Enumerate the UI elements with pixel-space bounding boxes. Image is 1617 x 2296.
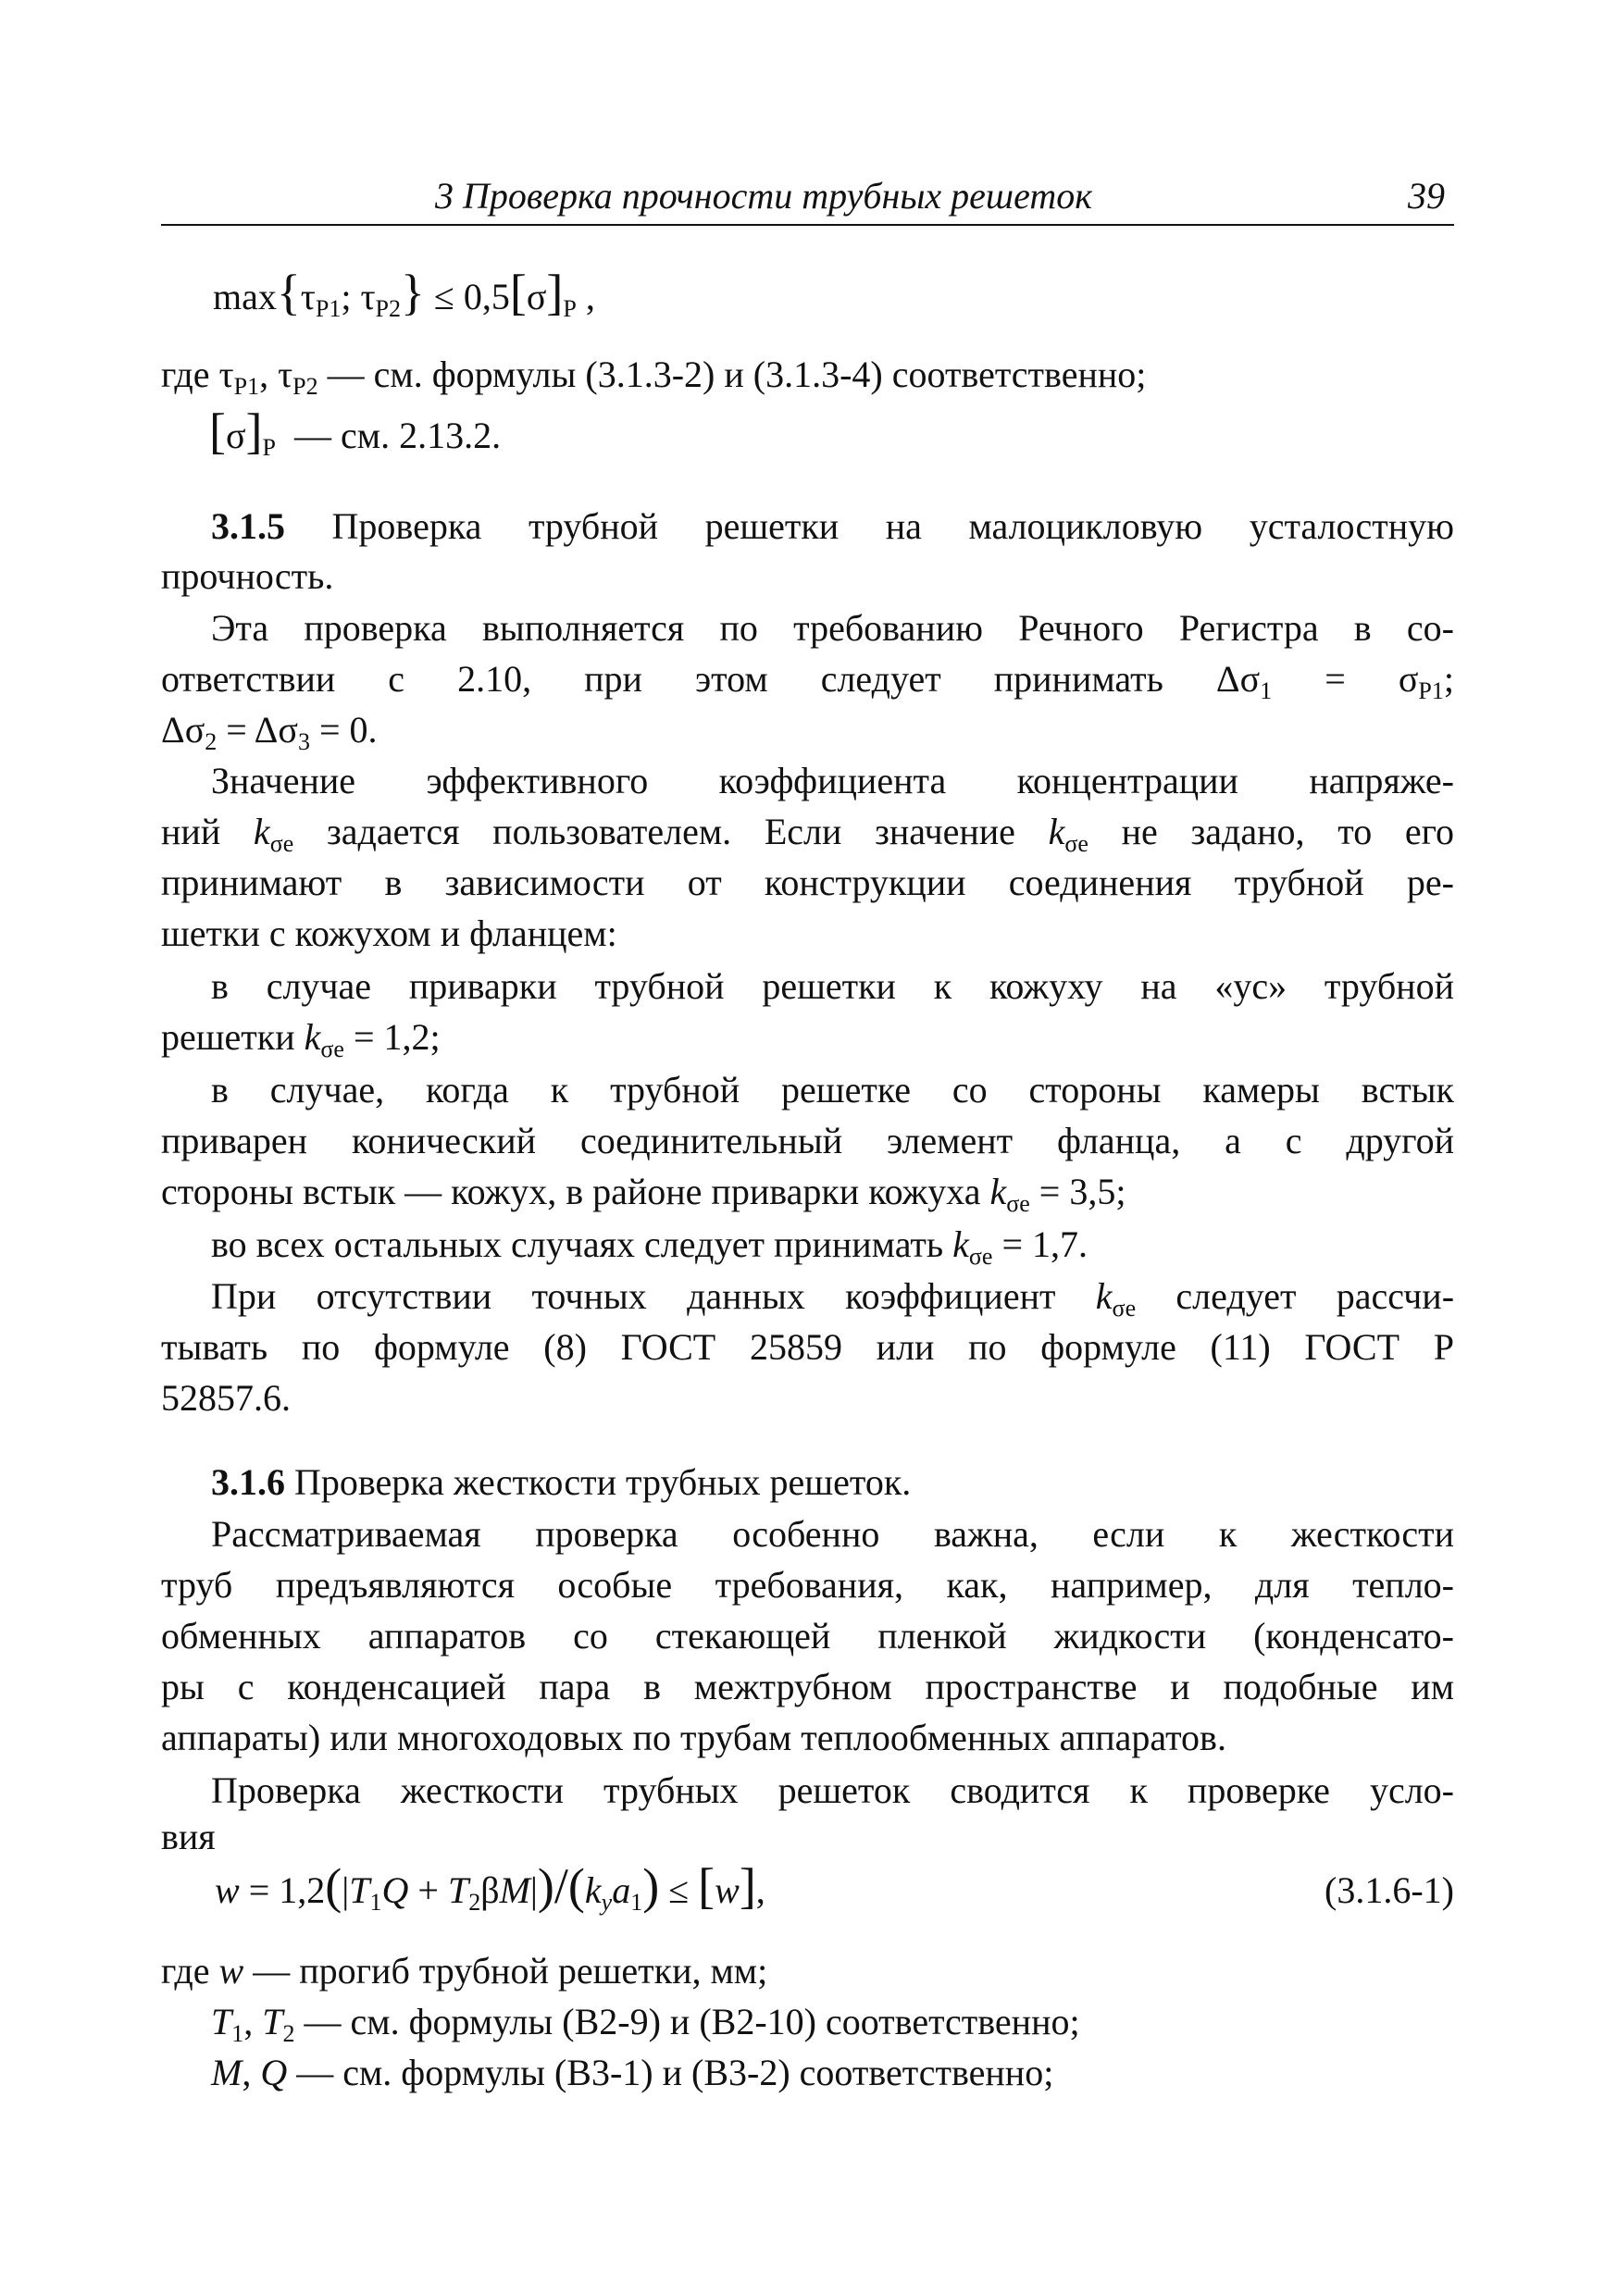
where-w-line: где w — прогиб трубной решетки, мм;	[161, 1950, 768, 1992]
para-line: ответствии с 2.10, при этом следует принимать $\Delta\sigma_1 = \sigma_{P1}$;	[161, 658, 1454, 704]
where-T-line: $T_1$, $T_2$ — см. формулы (В2-9) и (В2-10) соответственно;	[211, 2001, 1080, 2047]
para-line: ры с конденсацией пара в межтрубном пространстве и подобные им	[161, 1666, 1454, 1707]
formula-max-tau: $\max\{\tau_{P1}$; $\tau_{P2}\} \le 0,5[\sigma]_P$ ,	[213, 265, 595, 322]
section-3-1-5-heading: 3.1.5 Проверка трубной решетки на малоцикловую усталостную	[211, 505, 1455, 547]
para-line: Значение эффективного коэффициента концентрации напряже-	[211, 760, 1454, 801]
para-line: в случае, когда к трубной решетке со стороны камеры встык	[211, 1069, 1454, 1111]
para-line: приварен конический соединительный элемент фланца, а с другой	[161, 1120, 1454, 1161]
para-line: принимают в зависимости от конструкции соединения трубной ре-	[161, 862, 1454, 903]
header-rule	[161, 224, 1454, 226]
page-number: 39	[1408, 175, 1445, 217]
para-line: шетки с кожухом и фланцем:	[161, 912, 617, 954]
para-line: во всех остальных случаях следует принимать $k_{\sigma e} = 1,7$.	[211, 1223, 1088, 1270]
para-line: тывать по формуле (8) ГОСТ 25859 или по формуле (11) ГОСТ Р	[161, 1326, 1454, 1368]
section-3-1-6-heading: 3.1.6 Проверка жесткости трубных решеток.	[211, 1461, 912, 1503]
para-line: стороны встык — кожух, в районе приварки кожуха $k_{\sigma e} = 3,5$;	[161, 1171, 1126, 1217]
para-line: $\Delta\sigma_2 = \Delta\sigma_3 = 0$.	[161, 709, 378, 755]
where-MQ-line: M, Q — см. формулы (В3-1) и (В3-2) соответственно;	[211, 2052, 1054, 2093]
para-line: ний $k_{\sigma e}$ задается пользователем. Если значение $k_{\sigma e}$ не задано, то его	[161, 811, 1455, 857]
running-header-title: 3 Проверка прочности трубных решеток	[435, 175, 1092, 217]
para-line: 52857.6.	[161, 1377, 291, 1419]
para-line: Проверка жесткости трубных решеток сводится к проверке усло-	[211, 1769, 1454, 1811]
para-line: обменных аппаратов со стекающей пленкой жидкости (конденсато-	[161, 1615, 1454, 1657]
para-line: При отсутствии точных данных коэффициент $k_{\sigma e}$ следует рассчи-	[211, 1275, 1455, 1322]
where-tau-line: где $\tau_{P1}$, $\tau_{P2}$ — см. формулы (3.1.3-2) и (3.1.3-4) соответственно;	[161, 354, 1147, 400]
para-line: Эта проверка выполняется по требованию Речного Регистра в со-	[211, 607, 1454, 649]
para-line: Рассматриваемая проверка особенно важна, если к жесткости	[211, 1513, 1454, 1555]
para-line: аппараты) или многоходовых по трубам теплообменных аппаратов.	[161, 1717, 1226, 1758]
equation-3-1-6-1: $w = 1,2(|T_1Q + T_2\beta M|)/(k_ya_1) \le [w]$,	[215, 1858, 765, 1916]
para-line: в случае приварки трубной решетки к кожуху на «ус» трубной	[211, 965, 1454, 1007]
equation-number: (3.1.6-1)	[1325, 1869, 1454, 1911]
para-line: решетки $k_{\sigma e} = 1,2$;	[161, 1016, 441, 1062]
para-line: вия	[161, 1816, 216, 1857]
section-3-1-5-heading-cont: прочность.	[161, 555, 334, 597]
where-sigma-line: $[\sigma]_P$ — см. 2.13.2.	[209, 403, 502, 461]
para-line: труб предъявляются особые требования, как, например, для тепло-	[161, 1564, 1454, 1606]
